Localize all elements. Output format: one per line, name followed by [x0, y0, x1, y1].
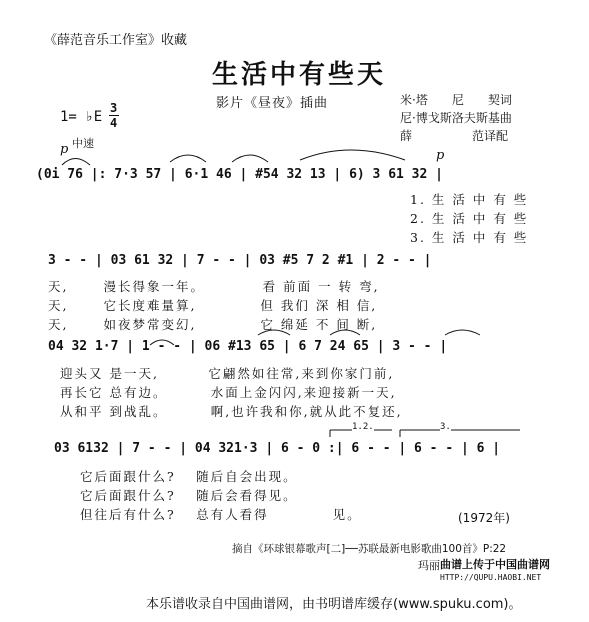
watermark-site: 曲谱上传于中国曲谱网: [440, 558, 550, 571]
footer-notice: 本乐谱收录自中国曲谱网，由书明谱库缓存(www.spuku.com)。: [146, 597, 522, 612]
lyric-verse-2-section-3: 再长它 总有边。 水面上金闪闪,来迎接新一天,: [60, 385, 397, 400]
lyricist-credit: 米·塔 尼 契词: [400, 93, 512, 107]
dynamic-mark-p: p: [60, 142, 69, 157]
score-line-3: 04 32 1·7 | 1 - - | 06 #13 65 | 6 7 24 65 | 3 - - |: [48, 339, 448, 354]
collection-label: 《薛范音乐工作室》收藏: [44, 33, 188, 48]
lyric-verse-2-intro: 2. 生 活 中 有 些: [410, 211, 529, 226]
dynamic-mark-p-2: p: [436, 148, 445, 163]
translator-credit: 薛 范译配: [400, 129, 509, 143]
score-line-2: 3 - - | 03 61 32 | 7 - - | 03 #5 7 2 #1 | 2 - - |: [48, 253, 432, 268]
score-line-4: 03 6132 | 7 - - | 04 321·3 | 6 - 0 :| 6 - - | 6 - - | 6 |: [54, 441, 501, 456]
watermark-name: 玛丽: [418, 559, 440, 572]
lyric-verse-1-section-3: 迎头又 是一天, 它翩然如往常,来到你家门前,: [60, 366, 395, 381]
lyric-verse-2-section-4: 它后面跟什么? 随后会看得见。: [80, 488, 298, 503]
time-signature-top: 3: [110, 101, 118, 115]
lyric-verse-1-intro: 1. 生 活 中 有 些: [410, 192, 529, 207]
lyric-verse-3-intro: 3. 生 活 中 有 些: [410, 230, 529, 245]
tempo-marking: 中速: [72, 137, 94, 150]
volta-second-ending: 3.: [440, 422, 451, 432]
song-title: 生活中有些天: [212, 60, 387, 90]
score-line-1: (0i 76 |: 7·3 57 | 6·1 46 | #54 32 13 | 6) 3 61 32 |: [36, 167, 443, 182]
lyric-verse-1-section-4: 它后面跟什么? 随后自会出现。: [80, 469, 298, 484]
composer-credit: 尼·博戈斯洛夫斯基曲: [400, 111, 512, 125]
year-label: (1972年): [458, 511, 510, 525]
volta-first-ending: 1.2.: [352, 422, 374, 432]
lyric-verse-3-section-3: 从和平 到战乱。 啊,也许我和你,就从此不复还,: [60, 404, 403, 419]
lyric-verse-3-section-4: 但往后有什么? 总有人看得 见。: [80, 507, 362, 522]
lyric-verse-2-section-2: 天, 它长度难量算, 但 我们 深 相 信,: [48, 298, 378, 313]
watermark-url: HTTP://QUPU.HAOBI.NET: [440, 573, 542, 582]
time-signature-bottom: 4: [110, 116, 118, 130]
lyric-verse-3-section-2: 天, 如夜梦常变幻, 它 绵延 不 间 断,: [48, 317, 378, 332]
song-subtitle: 影片《昼夜》插曲: [216, 96, 329, 111]
source-citation: 摘自《环球银幕歌声[二]──苏联最新电影歌曲100首》P:22: [232, 543, 507, 555]
key-signature: 1= ♭E: [60, 109, 103, 125]
lyric-verse-1-section-2: 天, 漫长得象一年。 看 前面 一 转 弯,: [48, 279, 380, 294]
